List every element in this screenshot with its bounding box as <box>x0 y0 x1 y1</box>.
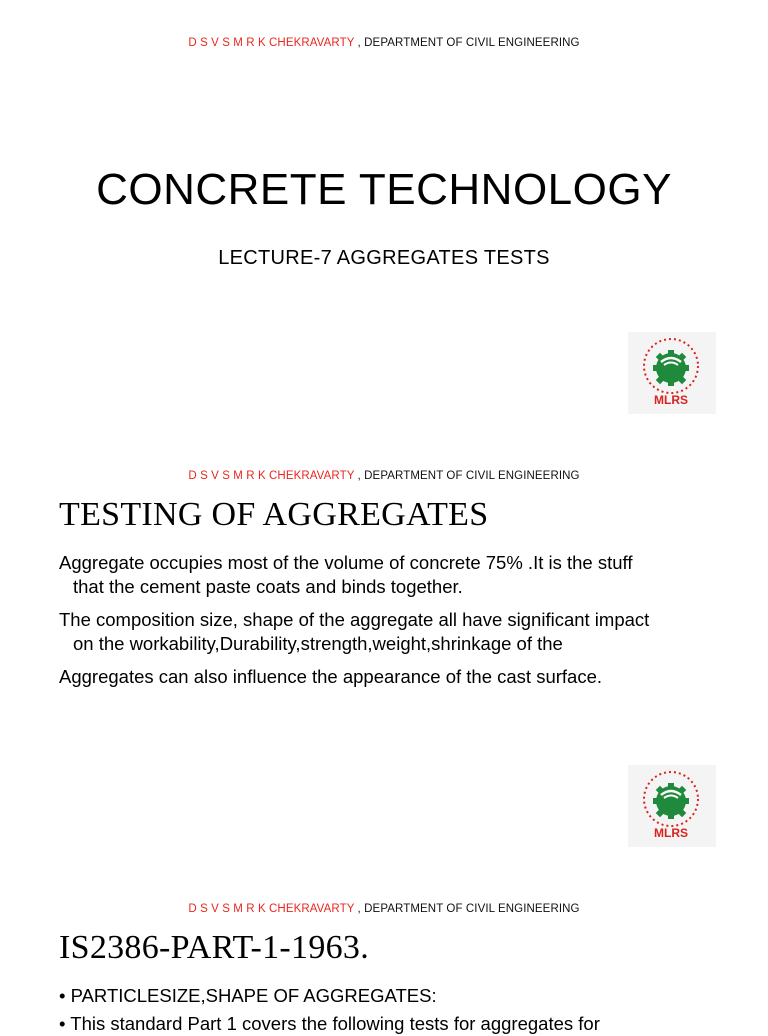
paragraph-3-line1: Aggregates can also influence the appearance of the cast surface. <box>59 666 603 687</box>
paragraph-2-rest: on the workability,Durability,strength,weight,shrinkage of the <box>73 633 563 654</box>
paragraph-3 <box>59 665 719 689</box>
department-name: , DEPARTMENT OF CIVIL ENGINEERING <box>354 37 580 49</box>
logo-label: MLRS <box>654 826 688 840</box>
author-name: D S V S M R K CHEKRAVARTY <box>188 903 355 915</box>
bullet-2: • This standard Part 1 covers the following tests for aggregates for <box>59 1013 600 1034</box>
paragraph-1-line1: Aggregate occupies most of the volume of concrete 75% .It is the stuff <box>59 552 633 573</box>
paragraph-2-line1: The composition size, shape of the aggregate all have significant impact <box>59 609 650 630</box>
author-name: D S V S M R K CHEKRAVARTY <box>188 470 355 482</box>
mlrs-logo <box>628 765 716 847</box>
slide1-title: CONCRETE TECHNOLOGY <box>96 165 672 214</box>
slide1-header <box>0 37 768 49</box>
paragraph-1 <box>59 551 719 599</box>
paragraph-1-rest: that the cement paste coats and binds together. <box>73 576 463 597</box>
slide3-title: IS2386-PART-1-1963. <box>59 929 370 966</box>
paragraph-2 <box>59 608 719 656</box>
mlrs-logo <box>628 332 716 414</box>
slide1-subtitle: LECTURE-7 AGGREGATES TESTS <box>218 247 550 269</box>
slide2-title: TESTING OF AGGREGATES <box>59 496 489 533</box>
slide2-header <box>0 470 768 482</box>
slide3-header <box>0 903 768 915</box>
department-name: , DEPARTMENT OF CIVIL ENGINEERING <box>354 470 580 482</box>
author-name: D S V S M R K CHEKRAVARTY <box>188 37 355 49</box>
department-name: , DEPARTMENT OF CIVIL ENGINEERING <box>354 903 580 915</box>
bullet-1: • PARTICLESIZE,SHAPE OF AGGREGATES: <box>59 985 437 1006</box>
logo-label: MLRS <box>654 393 688 407</box>
